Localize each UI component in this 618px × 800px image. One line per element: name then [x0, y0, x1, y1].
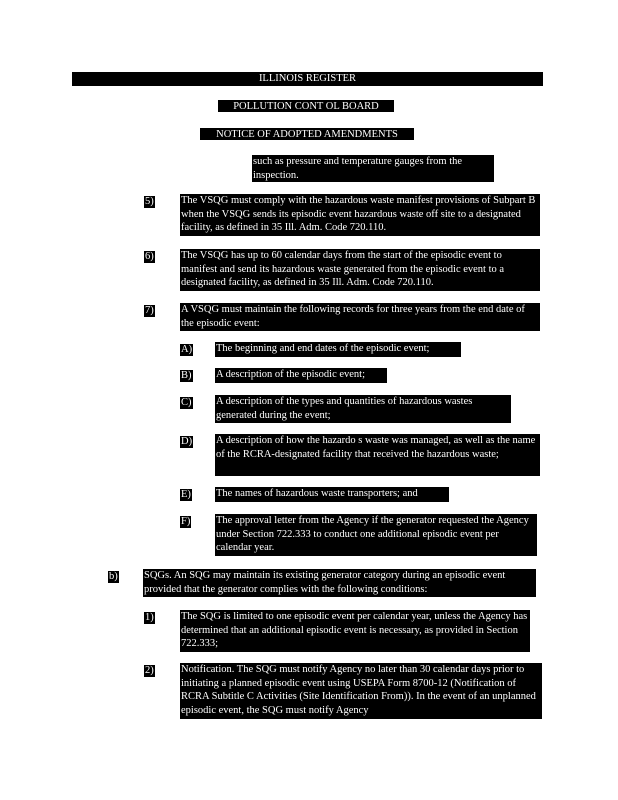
board-title: POLLUTION CONT OL BOARD	[218, 100, 394, 112]
header-rule	[72, 84, 543, 86]
subitem-marker-b: B)	[181, 370, 192, 381]
item-text-7: A VSQG must maintain the following records for three years from the end date of the episodic event:	[180, 303, 540, 331]
subitem-text-c: A description of the types and quantities of hazardous wastes generated during the event;	[215, 395, 511, 423]
subitem-text-b: A description of the episodic event;	[215, 368, 387, 383]
notice-title: NOTICE OF ADOPTED AMENDMENTS	[200, 128, 414, 140]
continuation-text: such as pressure and temperature gauges from the inspection.	[252, 155, 494, 182]
subitem-text-d: A description of how the hazardo s waste was managed, as well as the name of the RCRA-designated facility that received the hazardous waste;	[215, 434, 540, 476]
subitem-marker-c: C)	[181, 397, 192, 408]
subitem-marker-a: A)	[181, 344, 193, 355]
subitem-marker-e: E)	[181, 489, 191, 500]
subitem-text-a: The beginning and end dates of the episodic event;	[215, 342, 461, 357]
item-marker-6: 6)	[145, 251, 154, 262]
item-text-6: The VSQG has up to 60 calendar days from the start of the episodic event to manifest and send its hazardous waste generated from the episodic event to a designated facility, as defined in 35 Ill. Adm. Code 720.110.	[180, 249, 540, 291]
b-item-marker-2: 2)	[145, 665, 154, 676]
section-marker-b: b)	[109, 571, 118, 582]
subitem-marker-f: F)	[181, 516, 191, 527]
b-item-text-1: The SQG is limited to one episodic event per calendar year, unless the Agency has determined that an additional episodic event is necessary, as provided in Section 722.333;	[180, 610, 530, 652]
b-item-marker-1: 1)	[145, 612, 154, 623]
item-marker-5: 5)	[145, 196, 154, 207]
register-title: ILLINOIS REGISTER	[72, 72, 543, 84]
section-text-b: SQGs. An SQG may maintain its existing generator category during an episodic event provided that the generator complies with the following conditions:	[143, 569, 536, 597]
subitem-text-f: The approval letter from the Agency if the generator requested the Agency under Section 722.333 to conduct one additional episodic event per calendar year.	[215, 514, 537, 556]
subitem-marker-d: D)	[181, 436, 193, 447]
item-marker-7: 7)	[145, 305, 154, 316]
item-text-5: The VSQG must comply with the hazardous waste manifest provisions of Subpart B when the VSQG sends its episodic event hazardous waste off site to a designated facility, as defined in 35 Ill. Adm. Code 720.110.	[180, 194, 540, 236]
subitem-text-e: The names of hazardous waste transporters; and	[215, 487, 449, 502]
b-item-text-2: Notification. The SQG must notify Agency no later than 30 calendar days prior to initiating a planned episodic event using USEPA Form 8700-12 (Notification of RCRA Subtitle C Activities (Site Identification From)). In the event of an unplanned episodic event, the SQG must notify Agency	[180, 663, 542, 719]
